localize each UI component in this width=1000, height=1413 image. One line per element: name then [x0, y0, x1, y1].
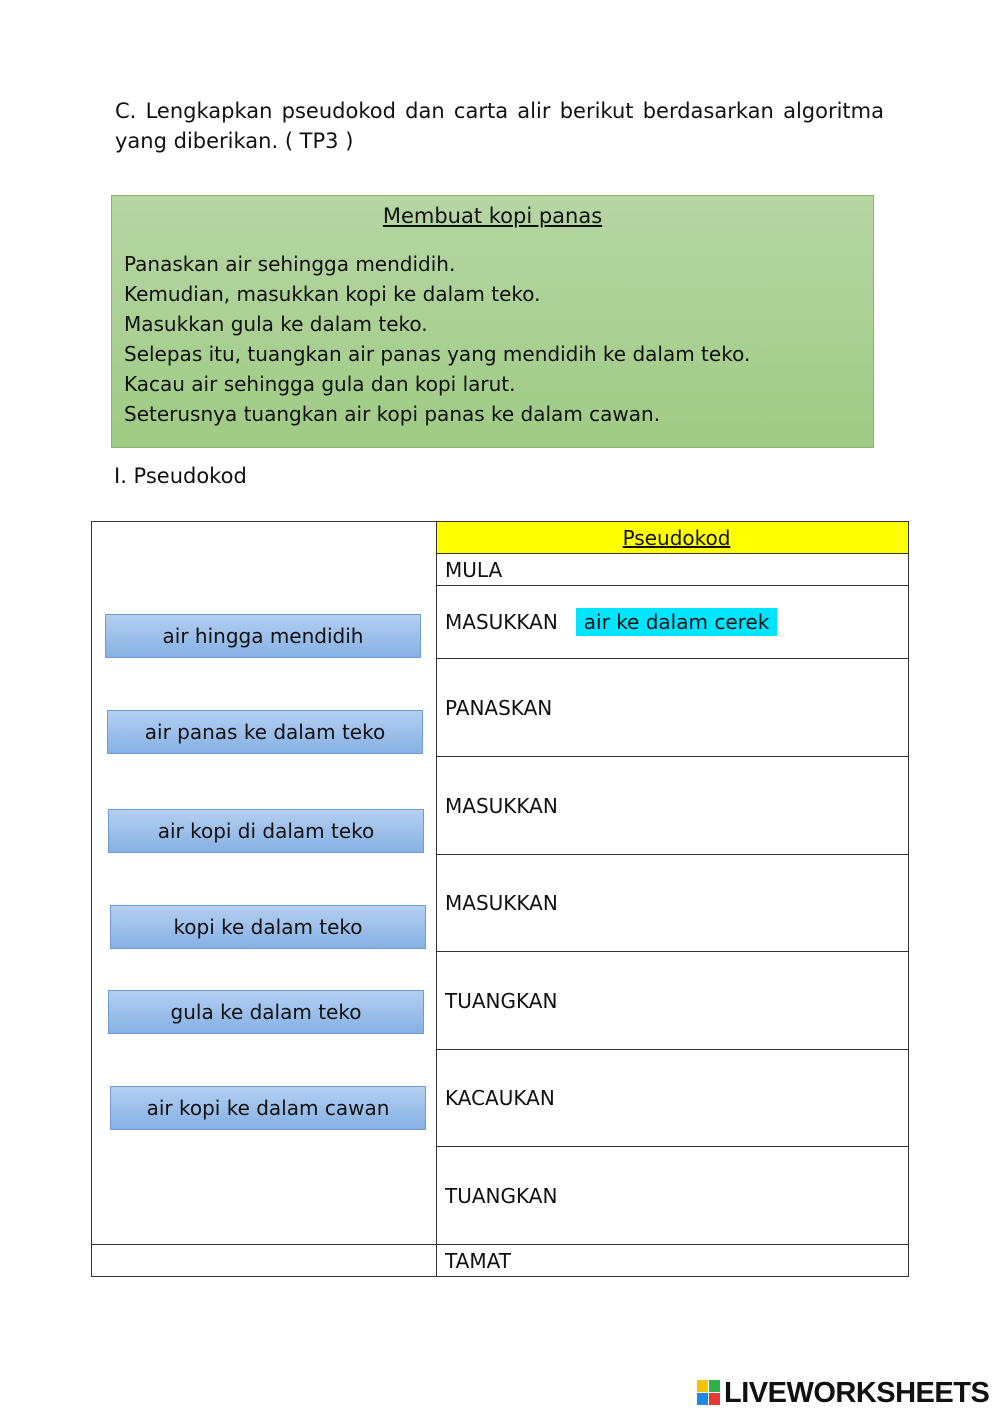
answer-chip-kopi-ke-dalam-teko[interactable]: kopi ke dalam teko — [110, 905, 426, 949]
answer-chip-air-panas-ke-dalam-teko[interactable]: air panas ke dalam teko — [107, 710, 423, 754]
row-keyword: MASUKKAN — [445, 891, 558, 915]
pseudocode-row[interactable] — [437, 1147, 909, 1245]
pseudocode-row[interactable] — [437, 952, 909, 1050]
answer-chip-air-kopi-di-dalam-teko[interactable]: air kopi di dalam teko — [108, 809, 424, 853]
algorithm-step: Selepas itu, tuangkan air panas yang mendidih ke dalam teko. — [124, 342, 751, 366]
row-keyword: TUANGKAN — [445, 988, 558, 1013]
algorithm-step: Seterusnya tuangkan air kopi panas ke dalam cawan. — [124, 402, 661, 426]
pseudocode-row[interactable] — [437, 757, 909, 855]
algorithm-step: Masukkan gula ke dalam teko. — [124, 312, 428, 336]
algorithm-step: Kacau air sehingga gula dan kopi larut. — [124, 372, 516, 396]
section-label: I. Pseudokod — [114, 464, 247, 488]
algorithm-step: Kemudian, masukkan kopi ke dalam teko. — [124, 282, 541, 306]
algorithm-steps — [124, 249, 750, 429]
answer-chip-air-hingga-mendidih[interactable]: air hingga mendidih — [105, 614, 421, 658]
row-keyword: MASUKKAN — [445, 610, 558, 634]
algorithm-title: Membuat kopi panas — [382, 204, 603, 228]
logo-text: LIVEWORKSHEETS — [724, 1376, 990, 1409]
liveworksheets-logo[interactable] — [697, 1376, 989, 1410]
answer-highlight: air ke dalam cerek — [576, 608, 778, 636]
end-row: TAMAT — [437, 1245, 909, 1277]
liveworksheets-logo-icon — [697, 1380, 721, 1406]
row-keyword: TUANGKAN — [445, 1183, 558, 1208]
table-header: Pseudokod — [437, 522, 909, 554]
pseudocode-row[interactable] — [437, 1050, 909, 1147]
algorithm-box — [111, 195, 874, 448]
start-row: MULA — [437, 554, 909, 586]
answer-chip-air-kopi-ke-dalam-cawan[interactable]: air kopi ke dalam cawan — [110, 1086, 426, 1130]
row-keyword: PANASKAN — [445, 695, 553, 720]
algorithm-step: Panaskan air sehingga mendidih. — [124, 252, 456, 276]
answer-chip-gula-ke-dalam-teko[interactable]: gula ke dalam teko — [108, 990, 424, 1034]
row-keyword: MASUKKAN — [445, 793, 558, 818]
row-keyword: KACAUKAN — [445, 1086, 555, 1110]
pseudocode-row[interactable] — [437, 855, 909, 952]
instruction-text: C. Lengkapkan pseudokod dan carta alir berikut berdasarkan algoritma yang diberikan. ( TP3 ) — [115, 99, 884, 153]
pseudocode-row — [437, 586, 909, 659]
blank-cell — [92, 1245, 437, 1277]
pseudocode-row[interactable] — [437, 659, 909, 757]
